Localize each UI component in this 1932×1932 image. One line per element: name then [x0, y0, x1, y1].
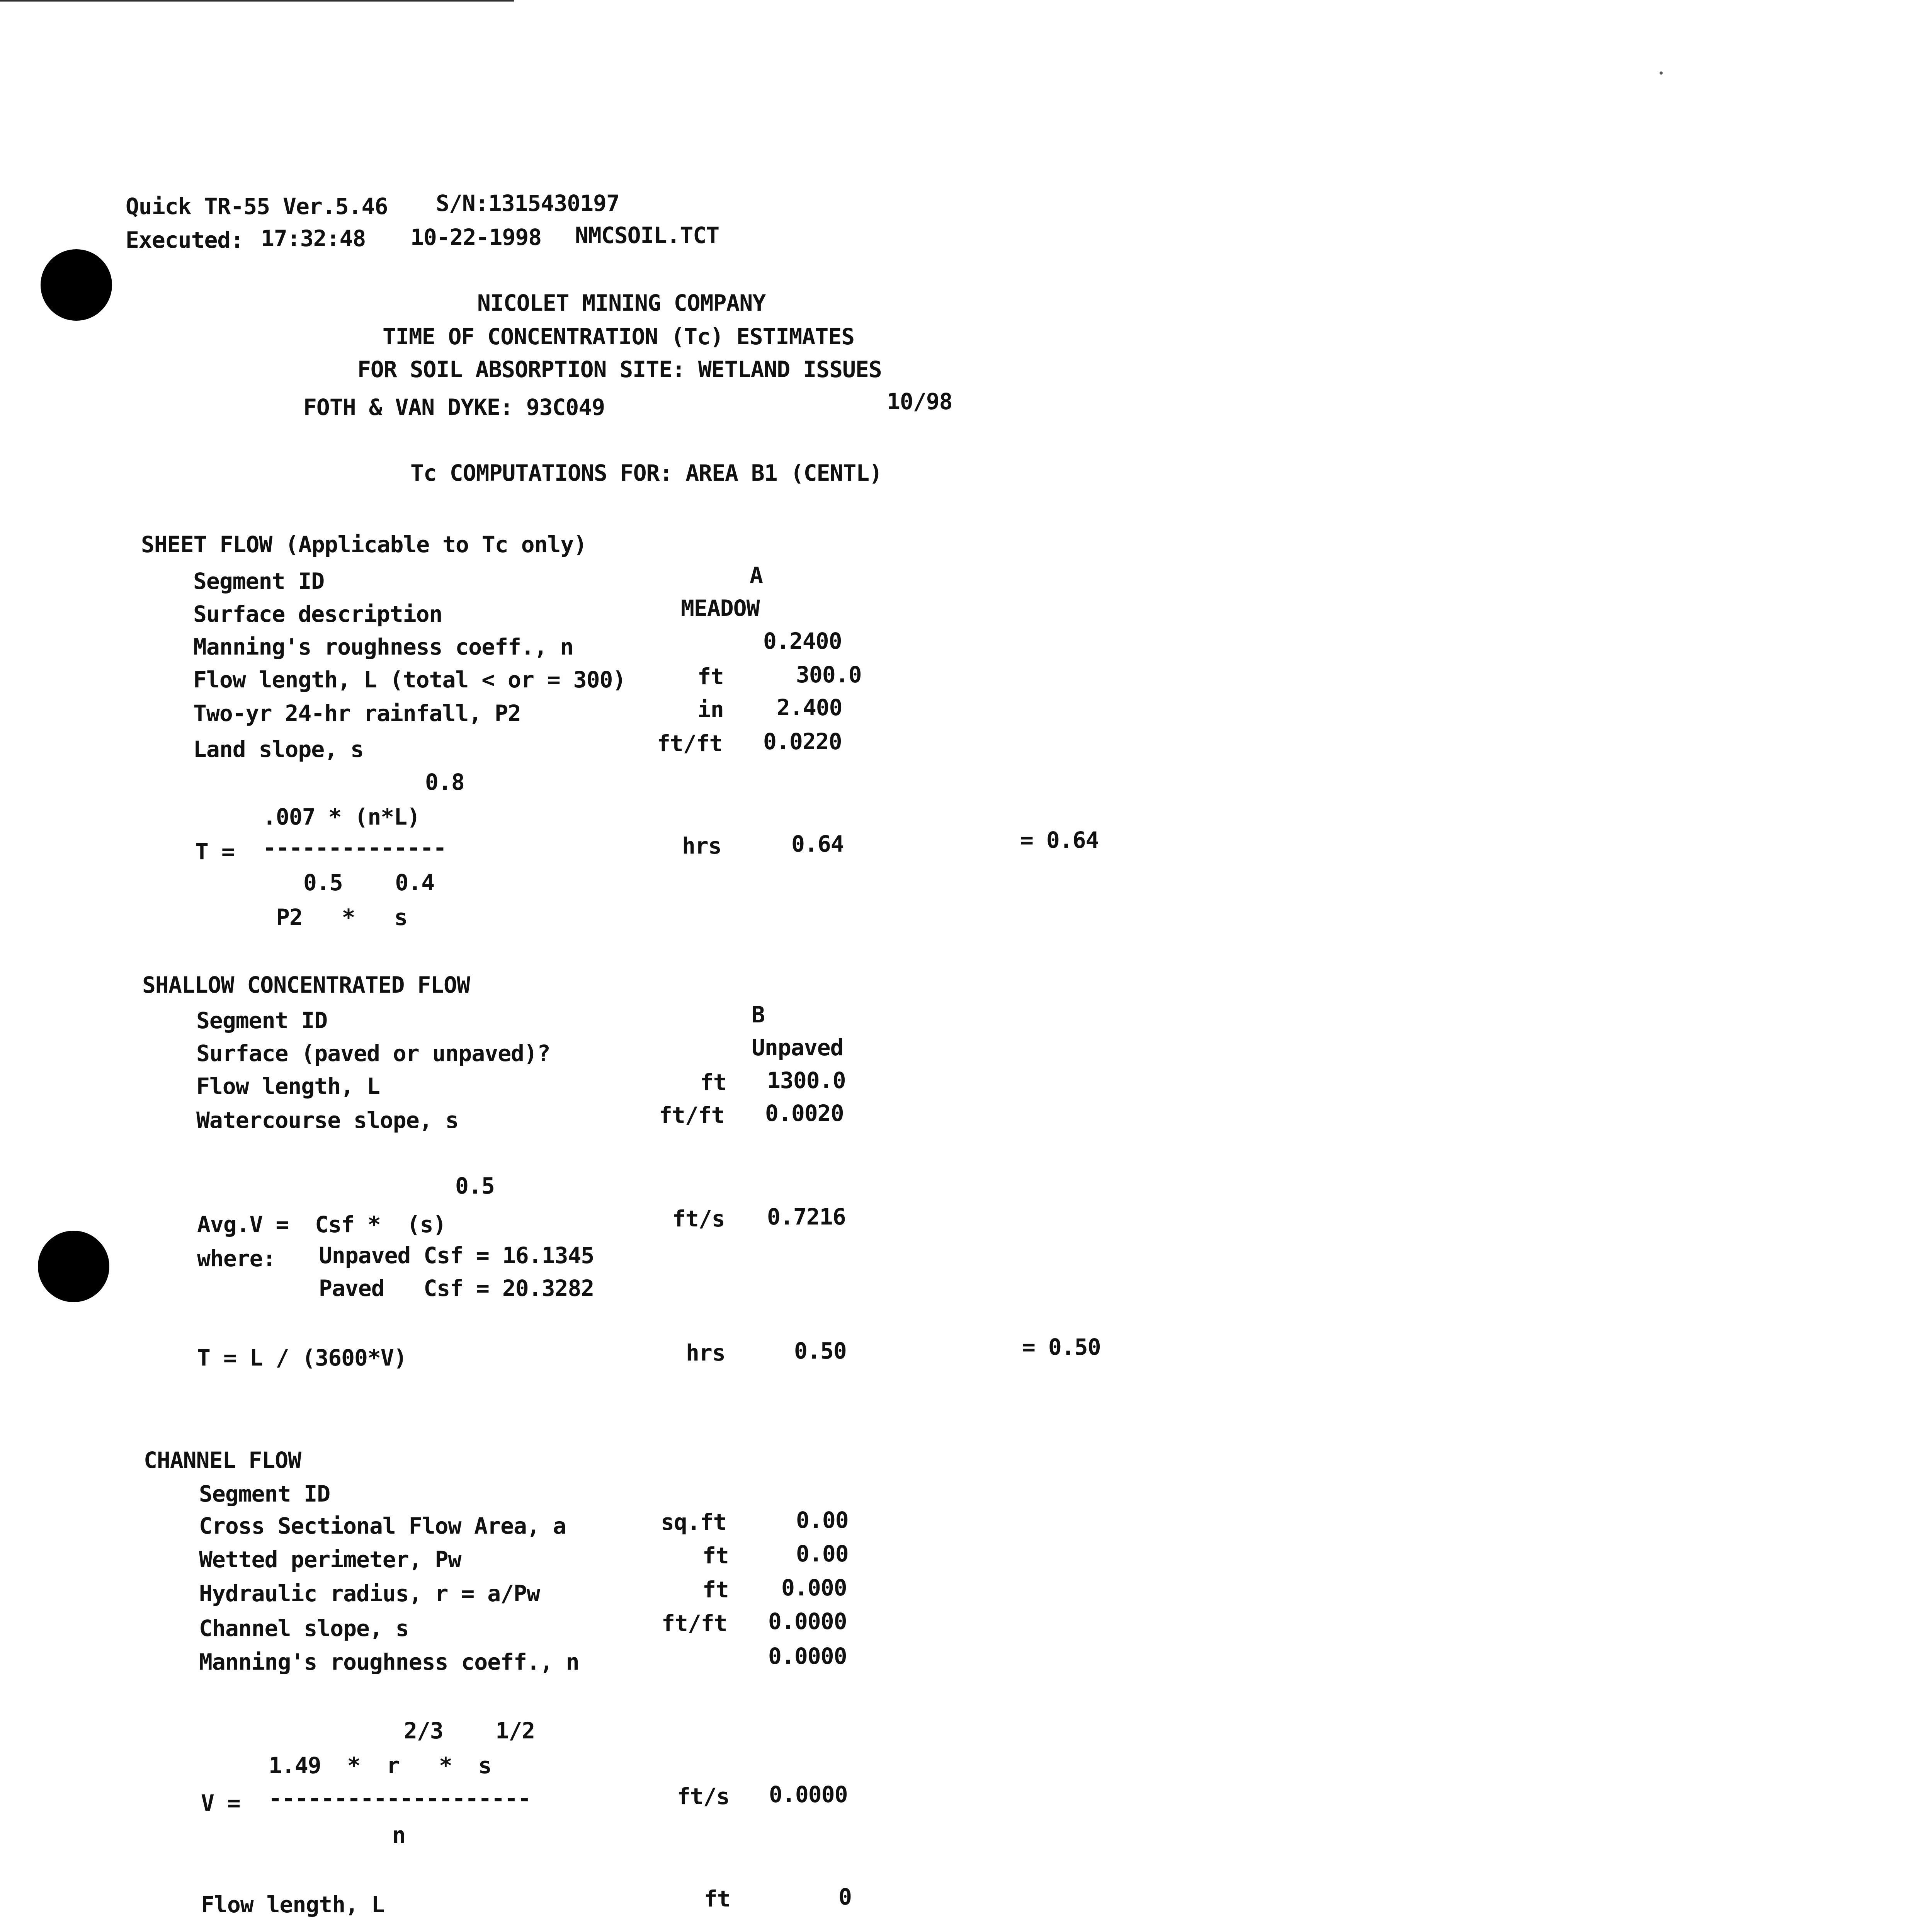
- sheet-segment-label: Segment ID: [193, 568, 325, 594]
- sheet-t-unit: hrs: [682, 833, 721, 859]
- channel-perimeter-value: 0.00: [796, 1541, 849, 1567]
- sheet-slope-unit: ft/ft: [657, 730, 723, 757]
- channel-length-label: Flow length, L: [201, 1891, 384, 1918]
- channel-area-label: Cross Sectional Flow Area, a: [199, 1513, 566, 1539]
- shallow-length-unit: ft: [700, 1069, 726, 1095]
- shallow-unpaved-coeff: Unpaved Csf = 16.1345: [319, 1242, 594, 1269]
- shallow-t-value: 0.50: [794, 1338, 847, 1364]
- scan-speck: [1660, 71, 1663, 75]
- punch-hole-middle: [38, 1231, 109, 1302]
- sheet-rain-unit: in: [697, 696, 724, 723]
- channel-v-lhs: V =: [201, 1790, 240, 1816]
- channel-perimeter-label: Wetted perimeter, Pw: [199, 1546, 461, 1573]
- channel-v-unit: ft/s: [677, 1783, 730, 1810]
- executed-label: Executed:: [126, 227, 244, 253]
- sheet-slope-label: Land slope, s: [193, 736, 364, 762]
- channel-v-denominator: n: [392, 1822, 405, 1848]
- sheet-manning-label: Manning's roughness coeff., n: [193, 634, 573, 660]
- program-version: Quick TR-55 Ver.5.46: [126, 193, 388, 219]
- channel-perimeter-unit: ft: [702, 1543, 729, 1569]
- sheet-length-label: Flow length, L (total < or = 300): [193, 667, 626, 693]
- sheet-formula-bar: --------------: [263, 835, 446, 861]
- channel-v-exponents: 2/3 1/2: [404, 1718, 535, 1744]
- shallow-segment-label: Segment ID: [196, 1007, 328, 1034]
- shallow-flow-heading: SHALLOW CONCENTRATED FLOW: [142, 972, 470, 998]
- channel-slope-label: Channel slope, s: [199, 1615, 409, 1641]
- sheet-length-unit: ft: [697, 663, 724, 690]
- sheet-formula-exponent: 0.8: [425, 769, 464, 795]
- channel-segment-label: Segment ID: [199, 1481, 330, 1507]
- channel-length-unit: ft: [704, 1886, 730, 1912]
- shallow-length-value: 1300.0: [767, 1067, 846, 1094]
- file-name: NMCSOIL.TCT: [575, 222, 719, 248]
- channel-manning-label: Manning's roughness coeff., n: [199, 1649, 579, 1675]
- sheet-flow-heading: SHEET FLOW (Applicable to Tc only): [141, 531, 587, 558]
- sheet-slope-value: 0.0220: [763, 728, 842, 755]
- channel-radius-value: 0.000: [781, 1575, 847, 1601]
- punch-hole-top: [41, 249, 112, 321]
- channel-slope-value: 0.0000: [768, 1608, 847, 1634]
- computations-heading: Tc COMPUTATIONS FOR: AREA B1 (CENTL): [410, 460, 883, 486]
- top-edge-line: [0, 0, 514, 2]
- sheet-formula-lhs: T =: [195, 838, 235, 865]
- sheet-rain-value: 2.400: [777, 694, 842, 721]
- shallow-slope-unit: ft/ft: [659, 1102, 724, 1128]
- sheet-segment-value: A: [750, 562, 763, 588]
- sheet-formula-denominator: P2 * s: [276, 904, 408, 930]
- sheet-surface-value: MEADOW: [681, 595, 760, 621]
- channel-v-bar: --------------------: [269, 1785, 531, 1811]
- executed-date: 10-22-1998: [410, 224, 542, 250]
- shallow-slope-label: Watercourse slope, s: [196, 1107, 459, 1133]
- channel-radius-unit: ft: [702, 1577, 729, 1603]
- channel-slope-unit: ft/ft: [662, 1610, 727, 1636]
- sheet-t-result: = 0.64: [1020, 827, 1099, 853]
- sheet-rain-label: Two-yr 24-hr rainfall, P2: [193, 700, 521, 726]
- channel-radius-label: Hydraulic radius, r = a/Pw: [199, 1580, 540, 1607]
- shallow-surface-label: Surface (paved or unpaved)?: [196, 1040, 550, 1066]
- channel-manning-value: 0.0000: [768, 1643, 847, 1669]
- shallow-slope-value: 0.0020: [765, 1100, 844, 1126]
- shallow-t-unit: hrs: [686, 1340, 725, 1366]
- shallow-t-result: = 0.50: [1022, 1334, 1101, 1360]
- sheet-formula-numerator: .007 * (n*L): [263, 804, 420, 830]
- channel-area-value: 0.00: [796, 1507, 849, 1533]
- shallow-v-unit: ft/s: [672, 1206, 725, 1232]
- sheet-length-value: 300.0: [796, 662, 862, 688]
- serial-number: S/N:1315430197: [436, 190, 619, 216]
- channel-v-numerator: 1.49 * r * s: [269, 1752, 492, 1779]
- company-name: NICOLET MINING COMPANY: [477, 290, 766, 316]
- firm-project: FOTH & VAN DYKE: 93C049: [303, 394, 605, 420]
- report-date: 10/98: [887, 388, 952, 415]
- channel-area-unit: sq.ft: [661, 1509, 726, 1535]
- shallow-t-formula: T = L / (3600*V): [197, 1345, 407, 1371]
- shallow-length-label: Flow length, L: [196, 1073, 380, 1099]
- channel-v-value: 0.0000: [769, 1781, 848, 1808]
- shallow-paved-coeff: Paved Csf = 20.3282: [319, 1275, 594, 1301]
- executed-time: 17:32:48: [261, 225, 366, 252]
- report-subtitle: FOR SOIL ABSORPTION SITE: WETLAND ISSUES: [357, 356, 882, 383]
- channel-flow-heading: CHANNEL FLOW: [144, 1447, 301, 1473]
- shallow-where-label: where:: [197, 1245, 276, 1272]
- sheet-surface-label: Surface description: [193, 601, 442, 627]
- shallow-v-value: 0.7216: [767, 1204, 846, 1230]
- shallow-v-formula: Avg.V = Csf * (s): [197, 1211, 446, 1238]
- report-title: TIME OF CONCENTRATION (Tc) ESTIMATES: [383, 323, 855, 350]
- channel-length-value: 0: [838, 1884, 852, 1910]
- shallow-surface-value: Unpaved: [752, 1034, 844, 1061]
- sheet-t-value: 0.64: [791, 831, 844, 857]
- sheet-manning-value: 0.2400: [763, 628, 842, 654]
- shallow-v-exponent: 0.5: [455, 1173, 495, 1199]
- shallow-segment-value: B: [752, 1002, 765, 1028]
- sheet-formula-den-exponents: 0.5 0.4: [303, 869, 435, 896]
